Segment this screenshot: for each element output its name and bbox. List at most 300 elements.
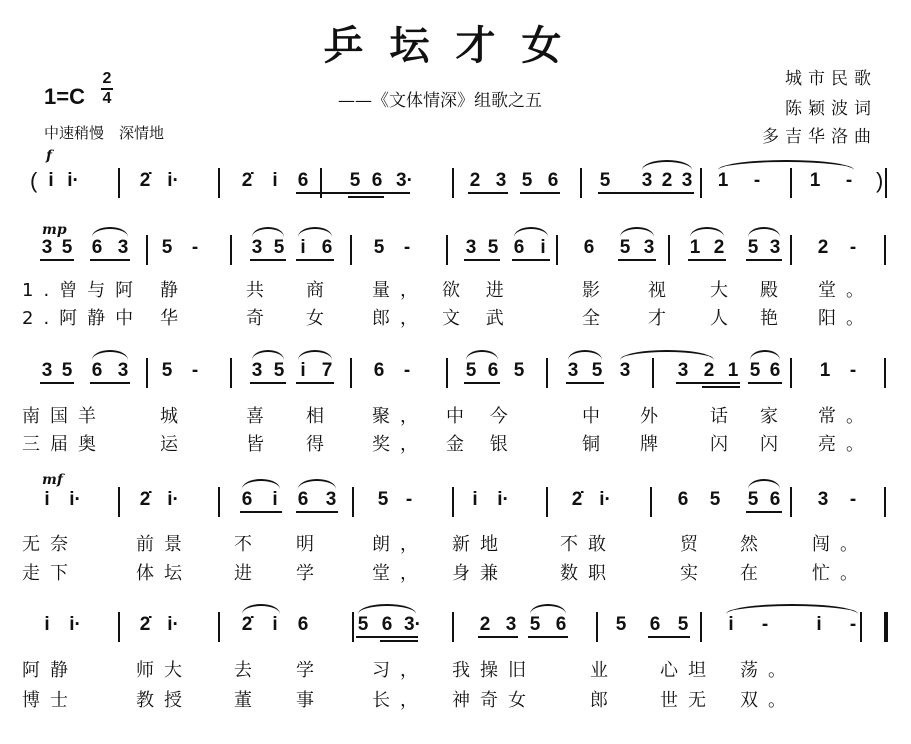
bar-line	[446, 235, 448, 265]
beam-underline	[348, 196, 384, 198]
note: 6	[297, 614, 309, 635]
lyric-word: 殿	[760, 280, 788, 301]
note: 2̇	[571, 489, 583, 510]
lyric-word: 身兼	[452, 563, 508, 584]
beam-underline	[296, 511, 338, 513]
bar-line	[580, 168, 582, 198]
beam-underline	[40, 382, 74, 384]
note: 3·	[396, 170, 413, 191]
bar-line	[446, 358, 448, 388]
lyric-word: 阿静	[22, 660, 78, 681]
beam-underline	[746, 511, 782, 513]
lyric-word: 闯。	[812, 534, 868, 555]
lyric-word: 影	[582, 280, 610, 301]
final-bar-line	[884, 612, 888, 642]
note: 5	[529, 614, 541, 635]
note: 6	[583, 237, 595, 258]
bar-line	[452, 612, 454, 642]
lyric-word: 文 武	[442, 308, 514, 329]
note: 5	[521, 170, 533, 191]
lyric-word: 董	[234, 690, 262, 711]
lyric-word: 博士	[22, 690, 78, 711]
beam-underline	[90, 259, 130, 261]
lyric-word: 学	[296, 563, 324, 584]
note: 3	[619, 360, 631, 381]
note: 3	[41, 237, 53, 258]
beam-underline	[598, 192, 694, 194]
music-row-4	[0, 487, 911, 527]
lyric-word: 相	[306, 406, 334, 427]
lyric-word: 长，	[372, 690, 428, 711]
lyric-line-v2-a	[0, 304, 911, 330]
note: 5	[599, 170, 611, 191]
beam-underline	[676, 382, 740, 384]
note: i	[48, 170, 54, 191]
lyric-word: 学	[296, 660, 324, 681]
music-row-5	[0, 612, 911, 652]
slur	[92, 350, 128, 360]
bar-line	[884, 487, 886, 517]
lyric-word: 2.阿静中	[22, 308, 144, 329]
note: 3	[817, 489, 829, 510]
lyric-word: 贸	[680, 534, 708, 555]
note: -	[403, 360, 411, 381]
bar-line	[668, 235, 670, 265]
slur	[298, 350, 332, 360]
dynamic-f: f	[46, 148, 53, 164]
note: 6	[769, 360, 781, 381]
bar-line	[452, 168, 454, 198]
note: 2	[703, 360, 715, 381]
note: i·	[167, 489, 179, 510]
slur	[242, 604, 280, 614]
bar-line	[700, 612, 702, 642]
note: 5	[615, 614, 627, 635]
note: 5	[349, 170, 361, 191]
note: -	[849, 237, 857, 258]
lyric-word: 体坛	[136, 563, 192, 584]
note: 5	[465, 360, 477, 381]
slur	[242, 479, 280, 489]
lyric-word: 心坦	[660, 660, 716, 681]
lyric-word: 才	[648, 308, 676, 329]
note: 1	[717, 170, 729, 191]
lyric-word: 南国羊	[22, 406, 106, 427]
beam-underline	[240, 511, 282, 513]
slur	[748, 227, 780, 237]
beam-underline	[40, 259, 74, 261]
note: -	[849, 614, 857, 635]
lyric-word: 金 银	[446, 434, 518, 455]
lyric-word: 不敢	[560, 534, 616, 555]
beam-underline	[746, 259, 782, 261]
beam-underline	[464, 382, 500, 384]
lyric-word: 荡。	[740, 660, 796, 681]
beam-underline	[748, 382, 782, 384]
dynamic-mp: mp	[42, 222, 67, 238]
note: 2̇	[139, 170, 151, 191]
lyric-word: 习，	[372, 660, 428, 681]
bar-line	[352, 487, 354, 517]
lyric-line-v2-c	[0, 559, 911, 585]
song-title: 乒坛才女	[323, 23, 588, 69]
note: 7	[321, 360, 333, 381]
note: 6	[487, 360, 499, 381]
note: 3	[251, 237, 263, 258]
note: i	[272, 489, 278, 510]
bar-line	[790, 168, 792, 198]
dynamic-mf: mf	[42, 472, 63, 488]
slur	[252, 350, 284, 360]
note: 5	[749, 360, 761, 381]
note: -	[405, 489, 413, 510]
open-parenthesis: (	[30, 168, 38, 193]
note: 6	[241, 489, 253, 510]
lyric-word: 家	[760, 406, 788, 427]
lyric-word: 郎	[590, 690, 618, 711]
note: 2̇	[241, 170, 253, 191]
lyric-word: 奖，	[372, 434, 428, 455]
note: -	[191, 237, 199, 258]
lyric-word: 去	[234, 660, 262, 681]
note: 5	[161, 237, 173, 258]
beam-underline	[250, 259, 286, 261]
note: i	[300, 237, 306, 258]
lyric-word: 不	[234, 534, 262, 555]
lyric-word: 得	[306, 434, 334, 455]
note: i·	[167, 170, 179, 191]
slur	[92, 227, 128, 237]
note: -	[761, 614, 769, 635]
bar-line	[118, 487, 120, 517]
note: 3	[495, 170, 507, 191]
lyric-word: 亮。	[818, 434, 874, 455]
bar-line	[218, 612, 220, 642]
note: 6	[677, 489, 689, 510]
lyric-word: 常。	[818, 406, 874, 427]
slur	[530, 604, 566, 614]
lyric-word: 中 今	[446, 406, 518, 427]
bar-line	[546, 487, 548, 517]
bar-line	[146, 358, 148, 388]
lyric-word: 朗，	[372, 534, 428, 555]
bar-line	[146, 235, 148, 265]
lyric-word: 无奈	[22, 534, 78, 555]
note: 6	[555, 614, 567, 635]
note: 3	[643, 237, 655, 258]
bar-line	[546, 358, 548, 388]
lyric-word: 中	[582, 406, 610, 427]
beam-underline	[688, 259, 726, 261]
lyric-word: 神奇女	[452, 690, 536, 711]
beam-underline	[250, 382, 286, 384]
bar-line	[118, 612, 120, 642]
lyric-word: 堂，	[372, 563, 428, 584]
note: i	[816, 614, 822, 635]
lyric-word: 实	[680, 563, 708, 584]
lyric-line-v1-a	[0, 276, 911, 302]
slur	[568, 350, 602, 360]
note: 6	[513, 237, 525, 258]
note: -	[403, 237, 411, 258]
bar-line	[452, 487, 454, 517]
bar-line	[650, 487, 652, 517]
note: 5	[377, 489, 389, 510]
lyric-word: 事	[296, 690, 324, 711]
bar-line	[860, 612, 862, 642]
note: i	[728, 614, 734, 635]
beam-underline	[296, 192, 410, 194]
lyric-word: 走下	[22, 563, 78, 584]
note: 1	[809, 170, 821, 191]
lyric-word: 忙。	[812, 563, 868, 584]
note: i·	[69, 489, 81, 510]
lyric-word: 外	[640, 406, 668, 427]
note: 3	[505, 614, 517, 635]
note: i·	[497, 489, 509, 510]
song-subtitle: ——《文体情深》组歌之五	[338, 91, 542, 111]
note: i	[272, 170, 278, 191]
lyric-word: 静	[160, 280, 188, 301]
note: 6	[91, 237, 103, 258]
beam-underline	[468, 192, 508, 194]
lyric-word: 1.曾与阿	[22, 280, 144, 301]
key-signature: 1=C	[44, 84, 85, 109]
lyric-line-v2-b	[0, 430, 911, 456]
note: i·	[599, 489, 611, 510]
lyric-word: 教授	[136, 690, 192, 711]
note: i·	[167, 614, 179, 635]
beam-underline	[356, 636, 418, 638]
note: i	[472, 489, 478, 510]
bar-line	[885, 168, 887, 198]
lyric-word: 我操旧	[452, 660, 536, 681]
lyric-word: 世无	[660, 690, 716, 711]
slur	[298, 227, 332, 237]
lyric-word: 女	[306, 308, 334, 329]
note: 5	[61, 237, 73, 258]
lyric-word: 城	[160, 406, 188, 427]
bar-line	[230, 358, 232, 388]
bar-line	[790, 358, 792, 388]
lyric-word: 商	[306, 280, 334, 301]
note: 5	[373, 237, 385, 258]
note: 1	[727, 360, 739, 381]
bar-line	[352, 612, 354, 642]
lyric-word: 艳	[760, 308, 788, 329]
lyric-word: 双。	[740, 690, 796, 711]
slur	[298, 479, 336, 489]
note: 5	[357, 614, 369, 635]
time-signature	[100, 70, 114, 108]
lyric-word: 堂。	[818, 280, 874, 301]
note: 3	[641, 170, 653, 191]
credit-composer: 多吉华洛曲	[762, 127, 877, 147]
beam-underline	[512, 259, 550, 261]
credit-lyricist: 陈颖波词	[785, 99, 877, 119]
bar-line	[230, 235, 232, 265]
note: 3	[567, 360, 579, 381]
lyric-word: 郎，	[372, 308, 428, 329]
note: i·	[67, 170, 79, 191]
slur	[690, 227, 724, 237]
lyric-word: 新地	[452, 534, 508, 555]
lyric-line-v1-d	[0, 656, 911, 682]
beam-underline	[528, 636, 568, 638]
bar-line	[118, 168, 120, 198]
note: -	[845, 170, 853, 191]
note: 1	[689, 237, 701, 258]
music-row-1	[0, 168, 911, 208]
lyric-word: 欲 进	[442, 280, 514, 301]
note: 6	[321, 237, 333, 258]
note: 6	[297, 170, 309, 191]
note: 5	[161, 360, 173, 381]
lyric-word: 牌	[640, 434, 668, 455]
note: 6	[373, 360, 385, 381]
note: 5	[273, 237, 285, 258]
lyric-word: 前景	[136, 534, 192, 555]
music-row-2	[0, 235, 911, 275]
slur	[748, 479, 780, 489]
lyric-word: 业	[590, 660, 618, 681]
note: i	[272, 614, 278, 635]
note: 6	[381, 614, 393, 635]
lyric-word: 铜	[582, 434, 610, 455]
beam-underline	[296, 382, 334, 384]
note: i	[540, 237, 546, 258]
bar-line	[884, 235, 886, 265]
note: 5	[273, 360, 285, 381]
slur	[252, 227, 284, 237]
note: 3	[251, 360, 263, 381]
note: 2̇	[139, 489, 151, 510]
beam-underline	[702, 386, 740, 388]
beam-underline	[380, 640, 418, 642]
note: 2	[661, 170, 673, 191]
time-signature-top: 2	[102, 70, 112, 87]
note: 6	[769, 489, 781, 510]
bar-line	[350, 358, 352, 388]
lyric-word: 人	[710, 308, 738, 329]
note: -	[849, 489, 857, 510]
time-signature-bottom: 4	[102, 90, 112, 107]
lyric-word: 全	[582, 308, 610, 329]
beam-underline	[648, 636, 690, 638]
lyric-line-v2-d	[0, 686, 911, 712]
lyric-word: 聚，	[372, 406, 428, 427]
note: 6	[547, 170, 559, 191]
note: 2	[817, 237, 829, 258]
note: 3	[325, 489, 337, 510]
note: 2̇	[241, 614, 253, 635]
slur	[620, 350, 714, 360]
lyric-word: 师大	[136, 660, 192, 681]
slur	[750, 350, 780, 360]
note: 5	[61, 360, 73, 381]
bar-line	[652, 358, 654, 388]
music-row-3	[0, 358, 911, 398]
note: 2	[469, 170, 481, 191]
lyric-word: 共	[246, 280, 274, 301]
lyric-word: 话	[710, 406, 738, 427]
note: i	[44, 489, 50, 510]
note: 3	[681, 170, 693, 191]
note: 3	[769, 237, 781, 258]
close-parenthesis: )	[876, 168, 884, 193]
slur	[358, 604, 416, 614]
lyric-word: 在	[740, 563, 768, 584]
beam-underline	[520, 192, 560, 194]
lyric-word: 然	[740, 534, 768, 555]
note: 3	[677, 360, 689, 381]
note: 5	[487, 237, 499, 258]
bar-line	[218, 487, 220, 517]
note: -	[191, 360, 199, 381]
lyric-word: 奇	[246, 308, 274, 329]
beam-underline	[478, 636, 518, 638]
beam-underline	[464, 259, 500, 261]
lyric-word: 闪	[760, 434, 788, 455]
slur	[514, 227, 548, 237]
lyric-word: 进	[234, 563, 262, 584]
bar-line	[350, 235, 352, 265]
bar-line	[556, 235, 558, 265]
note: 5	[677, 614, 689, 635]
note: 1	[819, 360, 831, 381]
slur	[642, 160, 692, 170]
lyric-word: 数职	[560, 563, 616, 584]
note: 3	[41, 360, 53, 381]
bar-line	[700, 168, 702, 198]
credit-genre: 城市民歌	[785, 69, 877, 89]
note: 6	[371, 170, 383, 191]
note: i	[44, 614, 50, 635]
note: 2̇	[139, 614, 151, 635]
note: 5	[591, 360, 603, 381]
lyric-word: 三届奥	[22, 434, 106, 455]
lyric-line-v1-b	[0, 402, 911, 428]
lyric-word: 大	[710, 280, 738, 301]
note: 6	[649, 614, 661, 635]
lyric-word: 闪	[710, 434, 738, 455]
note: 3	[117, 360, 129, 381]
note: 3·	[404, 614, 421, 635]
note: 5	[513, 360, 525, 381]
lyric-word: 皆	[246, 434, 274, 455]
note: -	[753, 170, 761, 191]
lyric-line-v1-c	[0, 530, 911, 556]
lyric-word: 运	[160, 434, 188, 455]
lyric-word: 阳。	[818, 308, 874, 329]
bar-line	[218, 168, 220, 198]
lyric-word: 视	[648, 280, 676, 301]
note: -	[849, 360, 857, 381]
tempo-marking: 中速稍慢 深情地	[44, 124, 165, 142]
slur	[726, 604, 858, 614]
bar-line	[596, 612, 598, 642]
lyric-word: 华	[160, 308, 188, 329]
lyric-word: 喜	[246, 406, 274, 427]
beam-underline	[618, 259, 656, 261]
bar-line	[884, 358, 886, 388]
beam-underline	[296, 259, 334, 261]
note: 3	[465, 237, 477, 258]
bar-line	[790, 235, 792, 265]
note: i·	[69, 614, 81, 635]
note: 6	[297, 489, 309, 510]
slur	[718, 160, 854, 170]
